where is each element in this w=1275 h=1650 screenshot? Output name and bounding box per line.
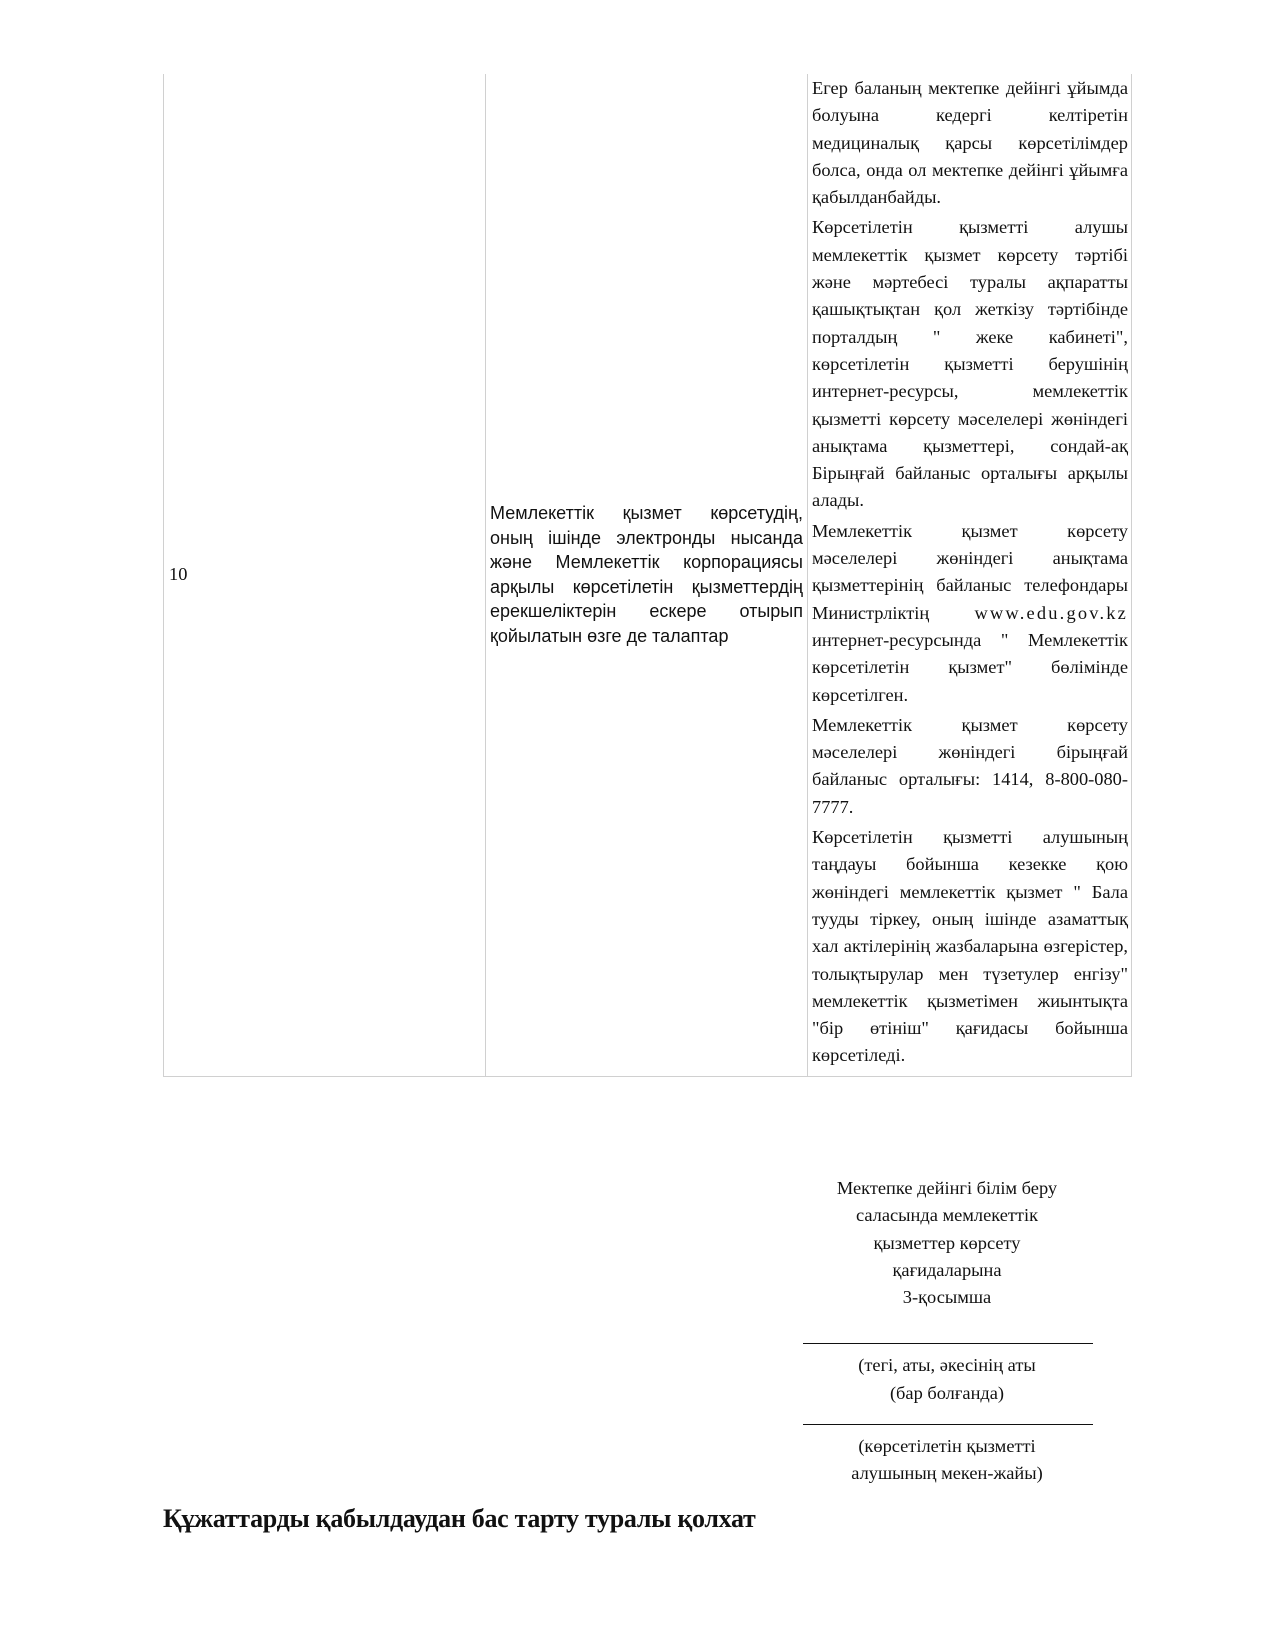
name-hint: (тегі, аты, әкесінің аты (858, 1355, 1036, 1376)
phones-tail-text: интернет-ресурсында " Мемлекеттік көрсетілетін қызмет" бөлімінде көрсетілген. (812, 629, 1128, 705)
row-number-cell (164, 74, 486, 1076)
requirements-table (163, 74, 1132, 1077)
name-hint: (бар болғанда) (889, 1382, 1005, 1403)
appendix-line: саласында мемлекеттік (855, 1205, 1039, 1226)
value-paragraph-one-application: Көрсетілетін қызметті алушының таңдауы бойынша кезекке қою жөніндегі мемлекеттік қызмет " Бала тууды тіркеу, оның ішінде азаматтық хал актілерінің жазбаларына өзгерістер, толықтырулар мен түзетулер енгізу" мемлекеттік қызметімен жиынтықта "бір өтініш" қағидасы бойынша көрсетіледі. (812, 827, 1128, 1066)
appendix-block (803, 1175, 1091, 1488)
appendix-line: қағидаларына (892, 1259, 1002, 1280)
name-signature-line (803, 1343, 1093, 1344)
phones-text: Мемлекеттік қызмет көрсету мәселелері жөніндегі анықтама қызметтерінің байланыс телефондары Министрліктің (812, 520, 1128, 623)
address-hint: алушының мекен-жайы) (851, 1463, 1043, 1484)
row-name: Мемлекеттік қызмет көрсетудің, оның ішінде электронды нысанда және Мемлекеттік корпорациясы арқылы көрсетілетін қызметтердің ерекшеліктерін ескере отырып қойылатын өзге де талаптар (490, 503, 803, 647)
row-name-cell (486, 74, 808, 1076)
document-heading: Құжаттарды қабылдаудан бас тарту туралы қолхат (163, 1504, 756, 1533)
row-number: 10 (169, 564, 188, 585)
table-row (164, 74, 1132, 1076)
value-paragraph-phones (812, 518, 1128, 709)
ministry-website-link[interactable]: www.edu.gov.kz (974, 602, 1128, 623)
appendix-number: 3-қосымша (902, 1287, 992, 1308)
value-paragraph-contact-center: Мемлекеттік қызмет көрсету мәселелері жөніндегі бірыңғай байланыс орталығы: 1414, 8-800-080-7777. (812, 714, 1128, 817)
address-signature-line (803, 1424, 1093, 1425)
address-hint: (көрсетілетін қызметті (858, 1436, 1036, 1457)
appendix-line: қызметтер көрсету (873, 1232, 1021, 1253)
value-paragraph-status-info: Көрсетілетін қызметті алушы мемлекеттік қызмет көрсету тәртібі және мәртебесі туралы ақпаратты қашықтықтан қол жеткізу тәртібінде порталдың " жеке кабинеті", көрсетілетін қызметті берушінің интернет-ресурсы, мемлекеттік қызметті көрсету мәселелері жөніндегі анықтама қызметтері, сондай-ақ Бірыңғай байланыс орталығы арқылы алады. (812, 217, 1128, 511)
row-value-cell (808, 74, 1132, 1076)
value-paragraph-contraindications: Егер баланың мектепке дейінгі ұйымда болуына кедергі келтіретін медициналық қарсы көрсетілімдер болса, онда ол мектепке дейінгі ұйымға қабылданбайды. (812, 78, 1128, 208)
appendix-line: Мектепке дейінгі білім беру (836, 1178, 1058, 1198)
